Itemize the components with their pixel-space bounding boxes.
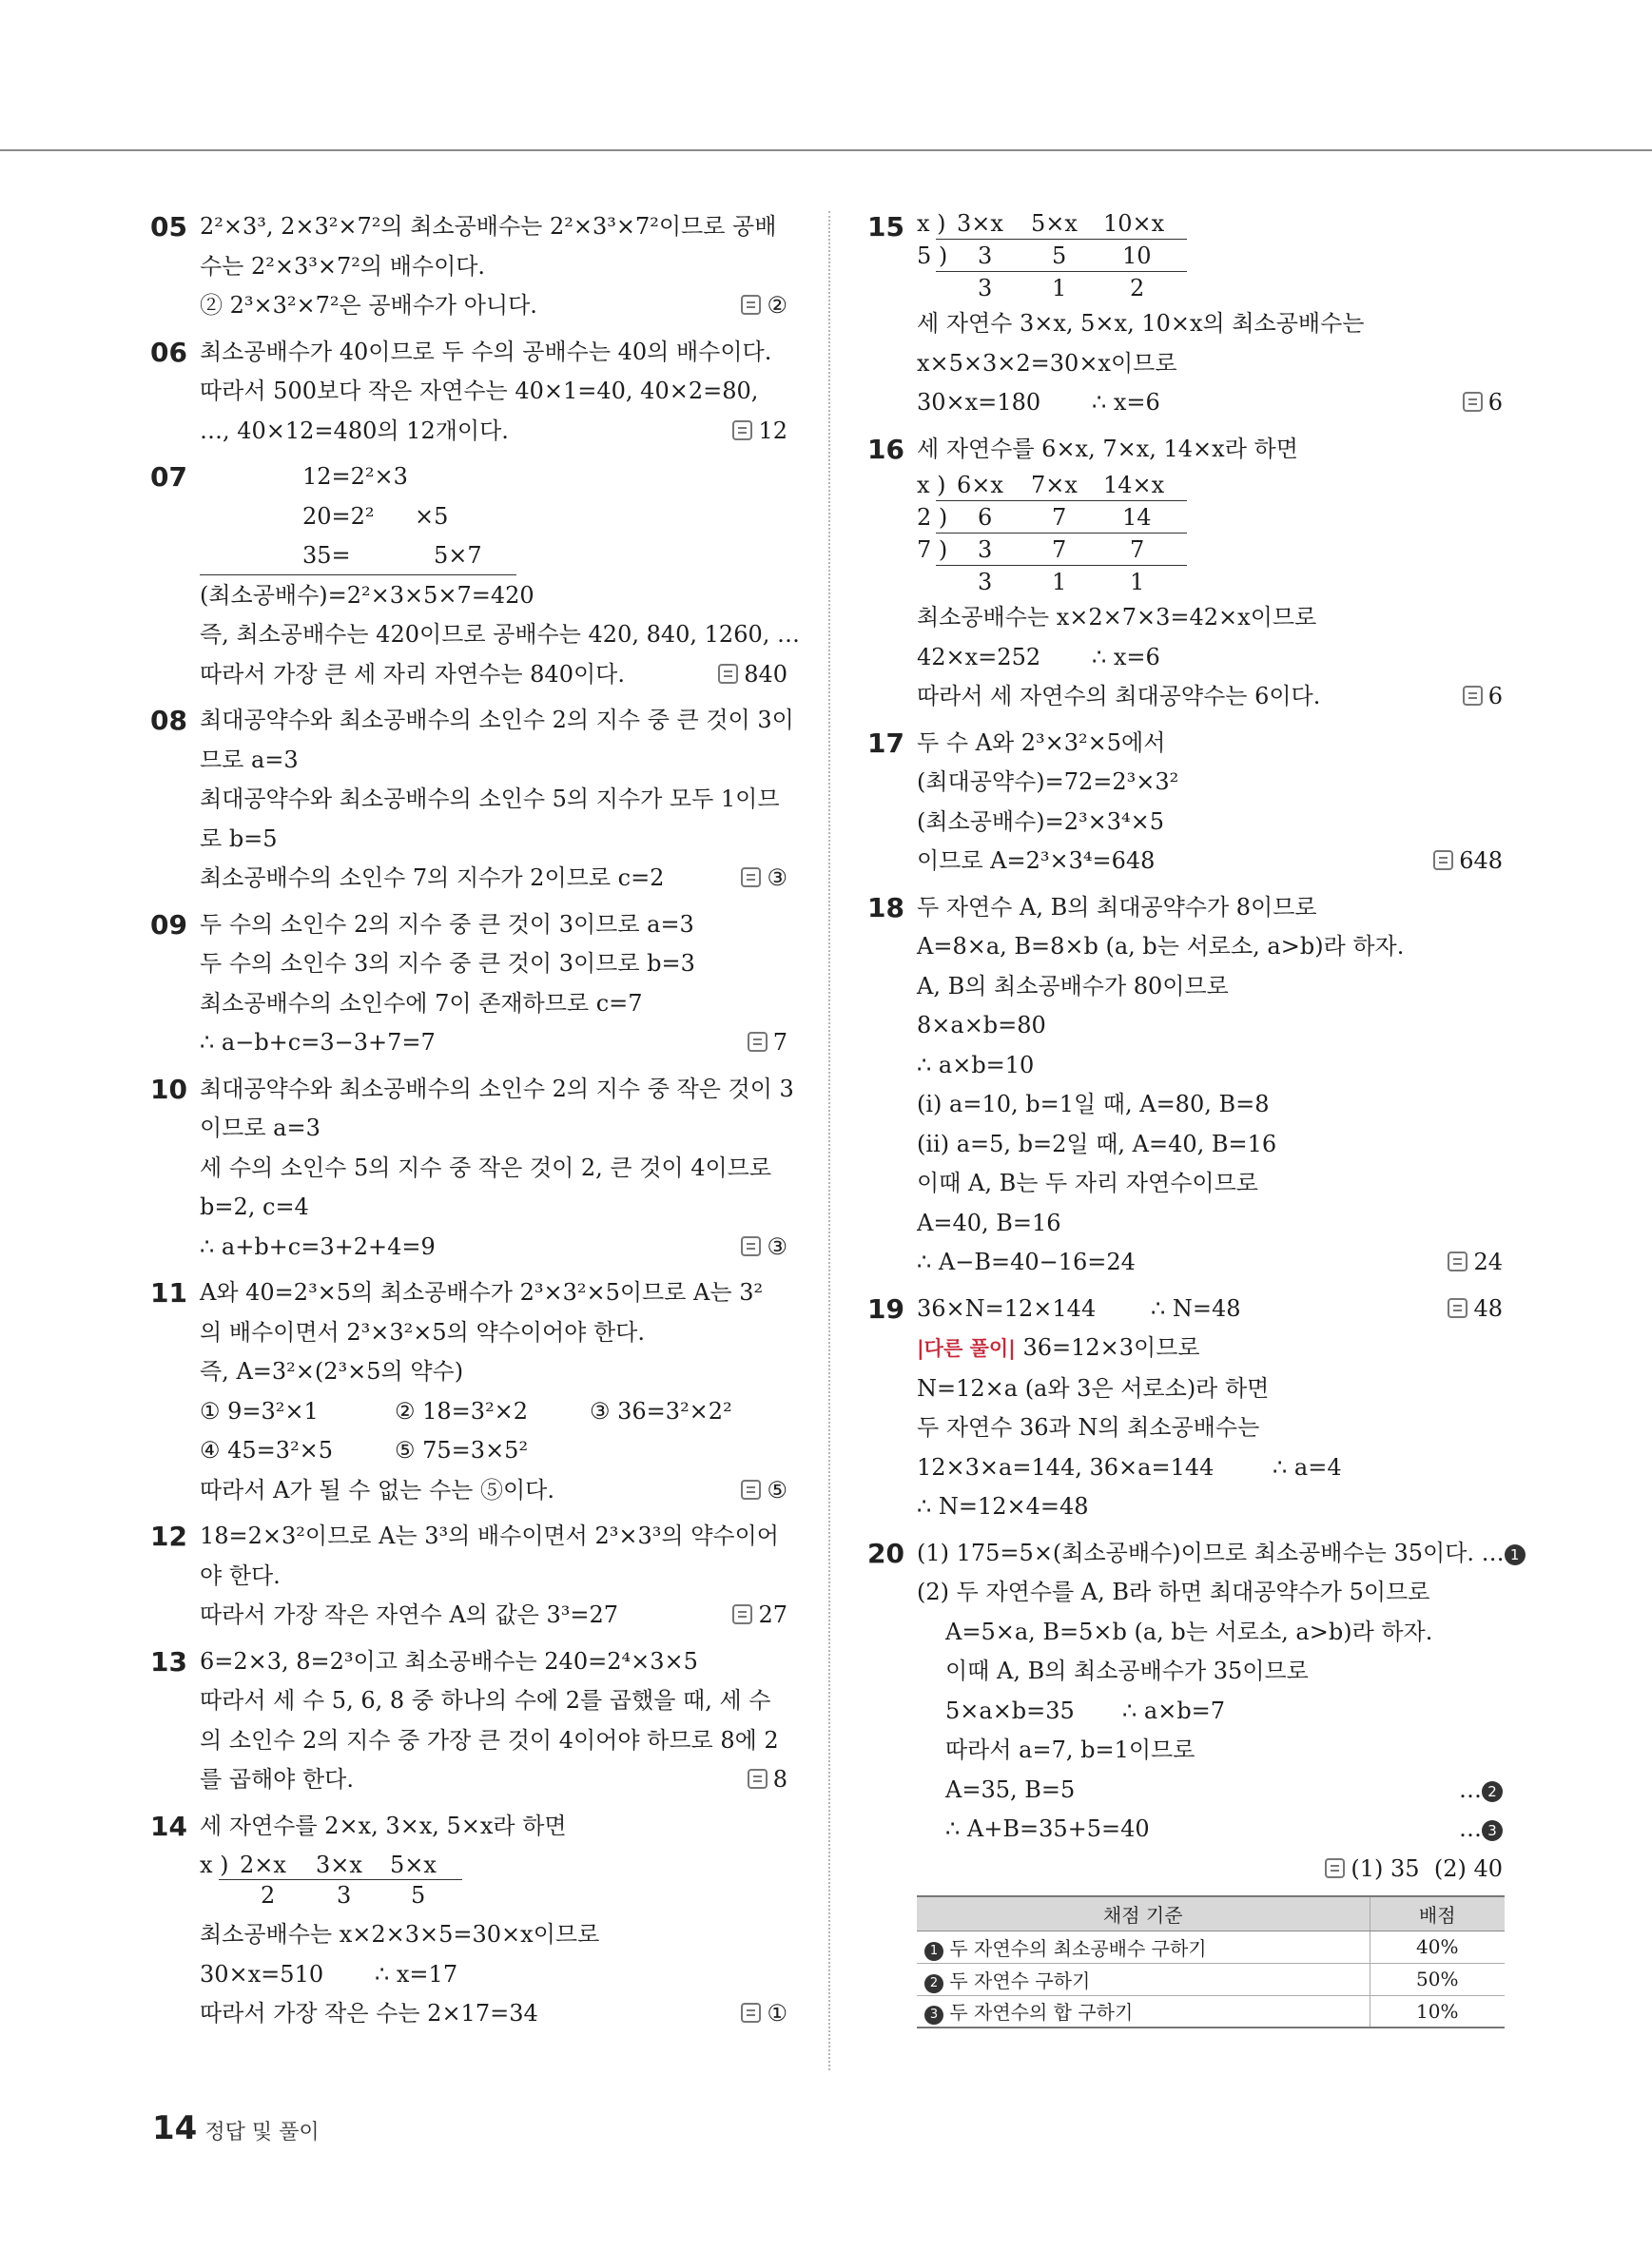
solution-text: 따라서 세 자연수의 최대공약수는 6이다.: [917, 683, 1321, 709]
solution-text: 따라서 A가 될 수 없는 수는 ⑤이다.: [200, 1476, 554, 1504]
solution-text: ∴ x=17: [375, 1960, 458, 1988]
solution-line: 최소공배수는 x×2×3×5=30×x이므로: [200, 1921, 600, 1948]
factor-row: [200, 457, 787, 497]
step-marker-1-icon: 1: [1505, 1544, 1526, 1565]
answer-icon: [741, 1480, 761, 1500]
solution-line: 즉, 최소공배수는 420이므로 공배수는 420, 840, 1260, …: [200, 621, 800, 648]
answer: [741, 1228, 787, 1268]
solution-line: 세 수의 소인수 5의 지수 중 작은 것이 2, 큰 것이 4이므로: [200, 1154, 772, 1181]
divisor: x ): [917, 472, 946, 498]
criteria-text: 두 자연수의 합 구하기: [949, 2001, 1134, 2025]
problem-06: [150, 333, 787, 452]
problem-number: 15: [867, 211, 904, 243]
step-marker-icon: 2: [924, 1974, 943, 1993]
solution-text: ∴ a×b=7: [1122, 1697, 1226, 1724]
cell: 5×x: [1031, 210, 1078, 237]
solution-line: [200, 1471, 787, 1511]
solution-text: 이므로 A=2³×3⁴=648: [917, 847, 1156, 874]
factorization: 12=2²×3: [302, 463, 408, 490]
solution-line: [200, 286, 787, 326]
cell: 14: [1122, 504, 1152, 531]
cell: 2×x: [240, 1852, 286, 1878]
problem-number: 19: [867, 1292, 904, 1325]
column-divider: [828, 211, 830, 2070]
solution-line: 세 자연수 3×x, 5×x, 10×x의 최소공배수는: [917, 310, 1365, 337]
cell: 10: [1122, 243, 1152, 269]
choice: ① 9=3²×1: [200, 1397, 319, 1425]
solution-line: [200, 1760, 787, 1800]
problem-number: 10: [150, 1073, 187, 1105]
divisor: 5 ): [917, 243, 948, 269]
answer-value: 7: [772, 1029, 787, 1056]
cell: 7: [1052, 504, 1067, 531]
step-marker-2-icon: 2: [1482, 1781, 1503, 1802]
problem-17: [867, 724, 1503, 882]
answer-value: ②: [767, 292, 787, 319]
problem-number: 20: [867, 1537, 904, 1569]
cell: 7×x: [1031, 472, 1078, 498]
choice: ③ 36=3²×2²: [590, 1397, 732, 1425]
table-row: [917, 1995, 1505, 2028]
answer-value: 6: [1487, 683, 1503, 709]
solution-text: 12×3×a=144, 36×a=144: [917, 1453, 1215, 1481]
solution-line: [200, 1994, 787, 2034]
answer-value: ①: [767, 2000, 787, 2027]
answer-line: [917, 1850, 1503, 1890]
answer-value: 8: [772, 1766, 787, 1793]
answer: [1448, 1290, 1503, 1329]
answer: [718, 655, 787, 695]
solution-text: ∴ a=4: [1273, 1453, 1342, 1481]
table-header: [917, 1896, 1505, 1931]
solution-line: 세 자연수를 6×x, 7×x, 14×x라 하면: [917, 435, 1298, 462]
solution-text: 30×x=510: [200, 1960, 324, 1988]
cell: 2: [1130, 275, 1145, 301]
problem-15: [867, 207, 1503, 423]
solution-line: 두 수 A와 2³×3²×5에서: [917, 728, 1166, 756]
step-marker: [1459, 1771, 1503, 1811]
answer-value: 24: [1473, 1249, 1503, 1275]
problem-10: [150, 1070, 794, 1268]
solution-text: ∴ a−b+c=3−3+7=7: [200, 1029, 436, 1056]
solution-line: [917, 677, 1503, 717]
problem-12: [150, 1517, 787, 1636]
answer-value: 27: [758, 1601, 787, 1628]
points-cell: 40%: [1370, 1931, 1505, 1963]
factorization: ×5: [415, 502, 449, 530]
page-footer: [152, 2109, 320, 2147]
solution-text: 42×x=252: [917, 643, 1041, 670]
answer-value: 840: [744, 660, 787, 688]
problem-number: 18: [867, 891, 904, 923]
solution-text: 30×x=180: [917, 389, 1041, 416]
solution-line: 즉, A=3²×(2³×5의 약수): [200, 1358, 464, 1385]
solution-line: (최대공약수)=72=2³×3²: [917, 768, 1179, 795]
answer-icon: [748, 1032, 768, 1052]
answer-icon: [1433, 850, 1453, 870]
factorization: 5×7: [434, 542, 482, 569]
right-column: [867, 207, 1520, 2028]
cell: 10×x: [1103, 210, 1165, 237]
problem-13: [150, 1642, 787, 1800]
solution-line: [917, 842, 1503, 882]
solution-line: b=2, c=4: [200, 1193, 309, 1220]
cell: 1: [1052, 569, 1067, 595]
solution-line: 수는 2²×3³×7²의 배수이다.: [200, 252, 486, 280]
solution-line: (2) 두 자연수를 A, B라 하면 최대공약수가 5이므로: [917, 1579, 1430, 1605]
divisor: x ): [200, 1852, 229, 1878]
solution-text: 따라서 가장 작은 자연수 A의 값은 3³=27: [200, 1601, 619, 1628]
solution-text: ∴ x=6: [1092, 643, 1160, 670]
answer: [1463, 383, 1503, 423]
solution-line: x×5×3×2=30×x이므로: [917, 349, 1177, 377]
division-row: [917, 534, 1503, 566]
answer-icon: [748, 1769, 768, 1789]
step-marker-icon: 1: [924, 1942, 943, 1961]
solution-line: [200, 1955, 787, 1995]
solution-text: 36×N=12×144: [917, 1294, 1097, 1322]
solution-line: (최소공배수)=2³×3⁴×5: [917, 807, 1165, 835]
cell: 3: [978, 536, 993, 563]
header-points: 배점: [1370, 1896, 1505, 1931]
solution-line: 로 b=5: [200, 825, 278, 852]
factorization: 20=2²: [302, 502, 375, 530]
solution-line: ∴ N=12×4=48: [917, 1493, 1089, 1520]
cell: 3: [978, 569, 993, 595]
solution-line: [200, 1023, 787, 1063]
solution-line: 의 배수이면서 2³×3²×5의 약수이어야 한다.: [200, 1318, 645, 1346]
answer-value: 648: [1459, 847, 1503, 874]
answer-icon: [732, 1604, 752, 1624]
step-marker-3-icon: 3: [1482, 1820, 1503, 1841]
solution-text: 최소공배수의 소인수 7의 지수가 2이므로 c=2: [200, 864, 665, 891]
dots: …: [1459, 1815, 1482, 1842]
factor-row: [200, 497, 787, 537]
answer: [1433, 842, 1503, 882]
problem-number: 11: [150, 1277, 187, 1309]
cell: 5: [411, 1881, 426, 1909]
choice: ④ 45=3²×5: [200, 1437, 334, 1464]
cell: 14×x: [1103, 472, 1165, 498]
solution-line: [917, 638, 1503, 678]
division-row: [917, 501, 1503, 534]
answer: [748, 1023, 787, 1063]
cell: 3×x: [316, 1852, 362, 1878]
cell: 7: [1130, 536, 1145, 563]
cell: 3: [978, 243, 993, 269]
solution-text: 따라서 가장 큰 세 자리 자연수는 840이다.: [200, 660, 625, 688]
problem-number: 13: [150, 1645, 187, 1678]
cell: 3: [978, 275, 993, 301]
solution-line: [917, 1810, 1503, 1850]
solution-line: (ⅱ) a=5, b=2일 때, A=40, B=16: [917, 1130, 1277, 1157]
problem-05: [150, 207, 787, 326]
division-row: [917, 566, 1503, 598]
solution-line: 18=2×3²이므로 A는 3³의 배수이면서 2³×3³의 약수이어: [200, 1523, 779, 1549]
page-number: 14: [152, 2109, 198, 2147]
solution-line: 2²×3³, 2×3²×7²의 최소공배수는 2²×3³×7²이므로 공배: [200, 213, 777, 240]
criteria-text: 두 자연수 구하기: [949, 1969, 1091, 1992]
answer: [1448, 1243, 1503, 1283]
answer: [741, 1994, 787, 2034]
table-row: [917, 1963, 1505, 1995]
cell: 3: [337, 1881, 352, 1909]
solution-line: [200, 412, 787, 452]
problem-09: [150, 905, 787, 1063]
solution-line: [917, 383, 1503, 423]
problem-number: 16: [867, 433, 904, 465]
table-row: [917, 1931, 1505, 1963]
answer-value: ③: [767, 1232, 787, 1260]
solution-line: N=12×a (a와 3은 서로소)라 하면: [917, 1374, 1270, 1402]
answer-icon: [741, 2003, 761, 2023]
solution-line: 따라서 a=7, b=1이므로: [945, 1737, 1195, 1763]
solution-line: 따라서 세 수 5, 6, 8 중 하나의 수에 2를 곱했을 때, 세 수: [200, 1687, 771, 1714]
solution-text: …, 40×12=480의 12개이다.: [200, 417, 509, 444]
solution-line: [917, 1243, 1503, 1283]
solution-line: 최소공배수가 40이므로 두 수의 공배수는 40의 배수이다.: [200, 338, 772, 365]
answer-icon: [1448, 1298, 1467, 1318]
solution-line: [200, 655, 787, 695]
choice: ② 18=3²×2: [395, 1397, 529, 1425]
problem-19: [867, 1290, 1503, 1527]
answer-value: 48: [1473, 1294, 1503, 1322]
answer: [748, 1760, 787, 1800]
divisor: 2 ): [917, 504, 948, 531]
problem-20: [867, 1534, 1520, 1890]
solution-text: ∴ x=6: [1092, 389, 1160, 416]
solution-text: (1) 175=5×(최소공배수)이므로 최소공배수는 35이다. …: [917, 1539, 1505, 1566]
solution-line: 므로 a=3: [200, 746, 299, 773]
divisor: 7 ): [917, 536, 948, 563]
choice-row: [200, 1431, 787, 1471]
answer-value: ③: [767, 864, 787, 891]
solution-line: 야 한다.: [200, 1562, 281, 1589]
left-column: [150, 207, 800, 2041]
solution-text: ∴ a+b+c=3+2+4=9: [200, 1232, 436, 1260]
solution-line: 의 소인수 2의 지수 중 가장 큰 것이 4이어야 하므로 8에 2: [200, 1726, 779, 1754]
cell: 1: [1052, 275, 1067, 301]
division-row: [917, 469, 1503, 501]
solution-text: 따라서 가장 작은 수는 2×17=34: [200, 2000, 538, 2027]
answer-value: (1) 35 (2) 40: [1351, 1854, 1503, 1882]
cell: 2: [261, 1881, 276, 1909]
header-rule: [0, 149, 1652, 151]
cell: 7: [1052, 536, 1067, 563]
solution-line: 따라서 500보다 작은 자연수는 40×1=40, 40×2=80,: [200, 378, 759, 404]
alt-solution-tag: |다른 풀이|: [917, 1337, 1016, 1360]
solution-line: 이므로 a=3: [200, 1115, 321, 1141]
solution-line: 8×a×b=80: [917, 1012, 1046, 1038]
problem-16: [867, 430, 1503, 717]
scoring-table: [917, 1895, 1505, 2028]
answer-icon: [741, 295, 761, 315]
problem-08: [150, 701, 794, 899]
step-marker-icon: 3: [924, 2006, 943, 2025]
solution-line: 두 수의 소인수 3의 지수 중 큰 것이 3이므로 b=3: [200, 950, 695, 977]
solution-line: A와 40=2³×5의 최소공배수가 2³×3²×5이므로 A는 3²: [200, 1279, 764, 1306]
solution-line: 이때 A, B의 최소공배수가 35이므로: [945, 1658, 1309, 1684]
solution-line: 두 수의 소인수 2의 지수 중 큰 것이 3이므로 a=3: [200, 910, 694, 938]
solution-text: ② 2³×3²×7²은 공배수가 아니다.: [200, 292, 537, 319]
answer-icon: [1325, 1858, 1345, 1878]
solution-line: [917, 1329, 1503, 1369]
choice: ⑤ 75=3×5²: [395, 1437, 529, 1464]
solution-line: [200, 859, 787, 899]
cell: 6: [978, 504, 993, 531]
factorization: 35=: [302, 542, 351, 569]
solution-line: A, B의 최소공배수가 80이므로: [917, 972, 1229, 999]
solution-line: [917, 1692, 1503, 1732]
solution-line: ∴ a×b=10: [917, 1051, 1035, 1078]
solution-line: 이때 A, B는 두 자리 자연수이므로: [917, 1170, 1258, 1196]
solution-text: 5×a×b=35: [945, 1697, 1075, 1724]
problem-number: 12: [150, 1521, 187, 1552]
solution-text: A=35, B=5: [945, 1776, 1076, 1803]
criteria-cell: [917, 1963, 1370, 1995]
solution-line: [917, 1448, 1503, 1488]
solution-text: ∴ N=48: [1151, 1294, 1241, 1322]
solution-line: A=40, B=16: [917, 1209, 1061, 1236]
solution-line: 두 자연수 36과 N의 최소공배수는: [917, 1414, 1260, 1441]
cell: 1: [1130, 569, 1145, 595]
solution-line: 최대공약수와 최소공배수의 소인수 5의 지수가 모두 1이므: [200, 786, 780, 812]
answer-icon: [741, 867, 761, 887]
solution-text: ∴ A−B=40−16=24: [917, 1249, 1136, 1275]
problem-number: 14: [150, 1810, 187, 1842]
factor-row: [200, 536, 787, 576]
division-row: [917, 207, 1503, 240]
answer: [741, 859, 787, 899]
answer: [732, 412, 787, 452]
problem-18: [867, 888, 1503, 1283]
solution-line: [200, 1596, 787, 1636]
criteria-text: 두 자연수의 최소공배수 구하기: [949, 1936, 1207, 1960]
answer-value: 6: [1487, 389, 1503, 416]
problem-number: 07: [150, 461, 187, 493]
problem-number: 06: [150, 336, 187, 368]
solution-line: 6=2×3, 8=2³이고 최소공배수는 240=2⁴×3×5: [200, 1647, 698, 1675]
solution-text: 36=12×3이므로: [1022, 1334, 1200, 1361]
problem-11: [150, 1273, 787, 1510]
dots: …: [1459, 1776, 1482, 1803]
problem-number: 09: [150, 908, 187, 941]
problem-number: 08: [150, 705, 187, 736]
solution-line: 최대공약수와 최소공배수의 소인수 2의 지수 중 작은 것이 3: [200, 1075, 794, 1102]
answer: [741, 1471, 787, 1511]
answer-icon: [1463, 392, 1483, 412]
criteria-cell: [917, 1995, 1370, 2028]
cell: 5×x: [390, 1852, 437, 1878]
solution-line: A=8×a, B=8×b (a, b는 서로소, a>b)라 하자.: [917, 933, 1405, 960]
solution-line: 최소공배수의 소인수에 7이 존재하므로 c=7: [200, 989, 643, 1017]
solution-line: A=5×a, B=5×b (a, b는 서로소, a>b)라 하자.: [945, 1618, 1433, 1645]
cell: 6×x: [957, 472, 1003, 498]
answer: [741, 286, 787, 326]
solution-line: [917, 1290, 1503, 1329]
answer-value: ⑤: [767, 1476, 787, 1504]
header-criteria: 채점 기준: [917, 1896, 1370, 1931]
solution-line: 두 자연수 A, B의 최대공약수가 8이므로: [917, 893, 1317, 921]
criteria-cell: [917, 1931, 1370, 1963]
answer: [1325, 1850, 1503, 1890]
answer: [732, 1596, 787, 1636]
answer-value: 12: [758, 417, 787, 444]
solution-text: 를 곱해야 한다.: [200, 1766, 354, 1793]
problem-number: 17: [867, 727, 904, 759]
cell: 5: [1052, 243, 1067, 269]
answer-icon: [741, 1236, 761, 1256]
solution-line: (최소공배수)=2²×3×5×7=420: [200, 581, 534, 609]
answer-icon: [732, 420, 752, 440]
solution-line: [200, 1228, 787, 1268]
solution-line: 최소공배수는 x×2×7×3=42×x이므로: [917, 604, 1317, 631]
solution-line: [917, 1771, 1503, 1811]
points-cell: 50%: [1370, 1963, 1505, 1995]
solution-line: 세 자연수를 2×x, 3×x, 5×x라 하면: [200, 1812, 567, 1839]
cell: 3×x: [957, 210, 1003, 237]
points-cell: 10%: [1370, 1995, 1505, 2028]
answer-icon: [1448, 1252, 1467, 1271]
division-row: [917, 272, 1503, 304]
answer: [1463, 677, 1503, 717]
solution-line: 최대공약수와 최소공배수의 소인수 2의 지수 중 큰 것이 3이: [200, 707, 794, 733]
solution-line: [917, 1534, 1520, 1574]
answer-icon: [1463, 686, 1483, 706]
answer-icon: [718, 664, 738, 684]
problem-number: 05: [150, 211, 187, 243]
division-row: [200, 1876, 787, 1916]
choice-row: [200, 1392, 787, 1432]
step-marker: [1459, 1810, 1503, 1850]
footer-label: 정답 및 풀이: [204, 2121, 320, 2144]
problem-14: [150, 1807, 787, 2034]
solution-line: (ⅰ) a=10, b=1일 때, A=80, B=8: [917, 1091, 1270, 1117]
division-row: [917, 240, 1503, 272]
divisor: x ): [917, 210, 946, 237]
solution-text: ∴ A+B=35+5=40: [945, 1815, 1150, 1842]
problem-07: [150, 457, 800, 694]
